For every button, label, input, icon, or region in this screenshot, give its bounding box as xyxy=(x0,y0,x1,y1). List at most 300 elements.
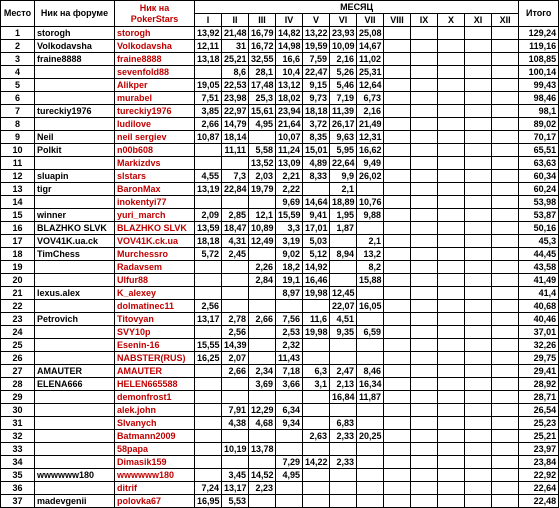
table-row xyxy=(1,235,559,248)
month-value-cell xyxy=(330,352,357,365)
pokerstars-nick-cell: wwwwww180 xyxy=(115,469,195,482)
month-value-cell: 2,03 xyxy=(249,170,276,183)
table-row xyxy=(1,261,559,274)
month-value-cell: 9,41 xyxy=(303,209,330,222)
month-value-cell xyxy=(330,443,357,456)
month-value-cell xyxy=(438,391,465,404)
pokerstars-nick-cell: BLAZHKO SLVK xyxy=(115,222,195,235)
place-cell: 35 xyxy=(1,469,35,482)
month-value-cell xyxy=(465,183,492,196)
month-value-cell xyxy=(411,495,438,508)
table-row xyxy=(1,40,559,53)
month-value-cell xyxy=(411,313,438,326)
month-value-cell xyxy=(384,443,411,456)
month-value-cell xyxy=(438,274,465,287)
month-value-cell: 4,51 xyxy=(330,313,357,326)
month-value-cell: 11,11 xyxy=(222,144,249,157)
pokerstars-nick-cell: HELEN665588 xyxy=(115,378,195,391)
month-value-cell xyxy=(384,118,411,131)
total-cell: 43,58 xyxy=(519,261,559,274)
header-place: Место xyxy=(1,1,35,27)
month-value-cell xyxy=(195,287,222,300)
month-value-cell: 10,07 xyxy=(276,131,303,144)
month-value-cell xyxy=(438,443,465,456)
month-value-cell: 10,89 xyxy=(249,222,276,235)
header-ps-line1: Ник на xyxy=(139,2,170,13)
month-value-cell xyxy=(492,313,519,326)
pokerstars-nick-cell: tureckiy1976 xyxy=(115,105,195,118)
month-value-cell xyxy=(492,196,519,209)
month-value-cell: 9,02 xyxy=(276,248,303,261)
month-value-cell xyxy=(465,287,492,300)
month-value-cell: 19,1 xyxy=(276,274,303,287)
month-value-cell xyxy=(222,430,249,443)
month-value-cell: 3,1 xyxy=(303,378,330,391)
month-value-cell xyxy=(303,352,330,365)
total-cell: 53,87 xyxy=(519,209,559,222)
month-value-cell xyxy=(357,352,384,365)
month-value-cell xyxy=(384,404,411,417)
total-cell: 119,16 xyxy=(519,40,559,53)
table-row xyxy=(1,248,559,261)
month-value-cell xyxy=(384,456,411,469)
month-value-cell xyxy=(492,352,519,365)
month-value-cell: 2,26 xyxy=(249,261,276,274)
month-value-cell: 6,73 xyxy=(357,92,384,105)
month-value-cell xyxy=(465,157,492,170)
month-value-cell xyxy=(465,404,492,417)
forum-nick-cell: tigr xyxy=(35,183,115,196)
place-cell: 16 xyxy=(1,222,35,235)
place-cell: 22 xyxy=(1,300,35,313)
forum-nick-cell xyxy=(35,482,115,495)
month-value-cell: 28,1 xyxy=(249,66,276,79)
month-value-cell xyxy=(411,66,438,79)
month-value-cell: 13,92 xyxy=(195,27,222,40)
month-value-cell xyxy=(465,170,492,183)
forum-nick-cell: storogh xyxy=(35,27,115,40)
month-value-cell xyxy=(249,391,276,404)
month-value-cell xyxy=(330,495,357,508)
pokerstars-nick-cell: polovka67 xyxy=(115,495,195,508)
month-value-cell: 7,3 xyxy=(222,170,249,183)
forum-nick-cell: ELENA666 xyxy=(35,378,115,391)
forum-nick-cell: Polkit xyxy=(35,144,115,157)
month-value-cell: 23,94 xyxy=(276,105,303,118)
month-value-cell xyxy=(465,274,492,287)
month-value-cell xyxy=(411,352,438,365)
month-value-cell: 16,34 xyxy=(357,378,384,391)
table-row xyxy=(1,196,559,209)
month-value-cell xyxy=(195,430,222,443)
month-value-cell: 9,63 xyxy=(330,131,357,144)
month-value-cell xyxy=(384,92,411,105)
table-row xyxy=(1,183,559,196)
month-value-cell xyxy=(411,157,438,170)
month-value-cell: 2,32 xyxy=(276,339,303,352)
total-cell: 28,71 xyxy=(519,391,559,404)
month-value-cell: 19,59 xyxy=(303,40,330,53)
month-value-cell xyxy=(222,378,249,391)
month-value-cell: 20,25 xyxy=(357,430,384,443)
month-value-cell xyxy=(195,196,222,209)
month-value-cell xyxy=(465,235,492,248)
month-value-cell xyxy=(384,131,411,144)
month-value-cell xyxy=(249,248,276,261)
month-value-cell xyxy=(195,66,222,79)
header-forum-nick: Ник на форуме xyxy=(35,1,115,27)
month-value-cell xyxy=(384,66,411,79)
total-cell: 70,17 xyxy=(519,131,559,144)
month-value-cell: 22,84 xyxy=(222,183,249,196)
month-value-cell: 21,64 xyxy=(276,118,303,131)
month-value-cell: 2,33 xyxy=(330,430,357,443)
month-value-cell xyxy=(411,183,438,196)
month-value-cell xyxy=(492,183,519,196)
pokerstars-nick-cell: ditrif xyxy=(115,482,195,495)
pokerstars-nick-cell: dolmatinec11 xyxy=(115,300,195,313)
month-value-cell xyxy=(195,443,222,456)
month-value-cell xyxy=(465,118,492,131)
place-cell: 7 xyxy=(1,105,35,118)
month-value-cell xyxy=(465,365,492,378)
month-value-cell: 22,07 xyxy=(330,300,357,313)
month-value-cell xyxy=(249,131,276,144)
month-value-cell: 15,01 xyxy=(303,144,330,157)
month-value-cell: 18,14 xyxy=(222,131,249,144)
month-value-cell: 11,43 xyxy=(276,352,303,365)
month-value-cell: 12,64 xyxy=(357,79,384,92)
month-value-cell xyxy=(357,339,384,352)
month-value-cell xyxy=(492,287,519,300)
month-value-cell xyxy=(222,456,249,469)
month-value-cell xyxy=(411,261,438,274)
total-cell: 99,43 xyxy=(519,79,559,92)
month-value-cell xyxy=(411,469,438,482)
month-value-cell: 4,95 xyxy=(276,469,303,482)
place-cell: 27 xyxy=(1,365,35,378)
month-value-cell xyxy=(384,352,411,365)
month-value-cell: 16,84 xyxy=(330,391,357,404)
month-value-cell xyxy=(492,417,519,430)
forum-nick-cell xyxy=(35,196,115,209)
month-value-cell xyxy=(465,261,492,274)
month-value-cell xyxy=(384,248,411,261)
month-value-cell xyxy=(357,313,384,326)
month-value-cell: 15,61 xyxy=(249,105,276,118)
header-month-3: III xyxy=(249,14,276,27)
pokerstars-nick-cell: Alikper xyxy=(115,79,195,92)
month-value-cell: 2,34 xyxy=(249,365,276,378)
month-value-cell: 18,18 xyxy=(195,235,222,248)
month-value-cell xyxy=(195,456,222,469)
place-cell: 18 xyxy=(1,248,35,261)
month-value-cell: 2,63 xyxy=(303,430,330,443)
pokerstars-nick-cell: Volkodavsha xyxy=(115,40,195,53)
total-cell: 98,1 xyxy=(519,105,559,118)
forum-nick-cell: lexus.alex xyxy=(35,287,115,300)
month-value-cell xyxy=(357,287,384,300)
table-row xyxy=(1,456,559,469)
total-cell: 41,49 xyxy=(519,274,559,287)
table-row xyxy=(1,326,559,339)
month-value-cell: 5,46 xyxy=(330,79,357,92)
place-cell: 4 xyxy=(1,66,35,79)
month-value-cell xyxy=(195,274,222,287)
table-row xyxy=(1,53,559,66)
month-value-cell: 2,1 xyxy=(330,183,357,196)
month-value-cell xyxy=(492,391,519,404)
month-value-cell: 9,34 xyxy=(276,417,303,430)
pokerstars-nick-cell: n00b608 xyxy=(115,144,195,157)
month-value-cell xyxy=(465,326,492,339)
month-value-cell xyxy=(411,378,438,391)
month-value-cell xyxy=(384,495,411,508)
month-value-cell xyxy=(411,235,438,248)
pokerstars-nick-cell: AMAUTER xyxy=(115,365,195,378)
place-cell: 25 xyxy=(1,339,35,352)
month-value-cell xyxy=(411,443,438,456)
month-value-cell: 14,67 xyxy=(357,40,384,53)
total-cell: 29,75 xyxy=(519,352,559,365)
pokerstars-nick-cell: Ulfur88 xyxy=(115,274,195,287)
table-row xyxy=(1,209,559,222)
month-value-cell: 2,13 xyxy=(330,378,357,391)
month-value-cell: 7,29 xyxy=(276,456,303,469)
month-value-cell: 2,47 xyxy=(330,365,357,378)
month-value-cell xyxy=(438,27,465,40)
place-cell: 1 xyxy=(1,27,35,40)
month-value-cell: 21,48 xyxy=(222,27,249,40)
month-value-cell xyxy=(303,482,330,495)
month-value-cell xyxy=(438,92,465,105)
header-total: Итого xyxy=(519,1,559,27)
month-value-cell xyxy=(411,144,438,157)
month-value-cell xyxy=(384,326,411,339)
header-month-4: IV xyxy=(276,14,303,27)
place-cell: 19 xyxy=(1,261,35,274)
month-value-cell xyxy=(492,300,519,313)
month-value-cell xyxy=(492,144,519,157)
month-value-cell: 7,18 xyxy=(276,365,303,378)
header-ps-line2: PokerStars xyxy=(130,13,179,24)
pokerstars-nick-cell: BaronMax xyxy=(115,183,195,196)
month-value-cell xyxy=(195,469,222,482)
month-value-cell xyxy=(357,222,384,235)
month-value-cell: 5,03 xyxy=(303,235,330,248)
month-value-cell xyxy=(195,261,222,274)
pokerstars-nick-cell: yuri_march xyxy=(115,209,195,222)
month-value-cell: 2,66 xyxy=(222,365,249,378)
month-value-cell xyxy=(195,365,222,378)
month-value-cell xyxy=(384,196,411,209)
month-value-cell xyxy=(411,118,438,131)
month-value-cell xyxy=(465,339,492,352)
month-value-cell: 5,95 xyxy=(330,144,357,157)
month-value-cell xyxy=(384,157,411,170)
month-value-cell: 8,2 xyxy=(357,261,384,274)
header-month-11: XI xyxy=(465,14,492,27)
table-row xyxy=(1,430,559,443)
forum-nick-cell xyxy=(35,92,115,105)
place-cell: 34 xyxy=(1,456,35,469)
month-value-cell: 17,48 xyxy=(249,79,276,92)
month-value-cell: 31 xyxy=(222,40,249,53)
header-month: МЕСЯЦ xyxy=(195,1,519,14)
header-month-1: I xyxy=(195,14,222,27)
month-value-cell: 12,11 xyxy=(195,40,222,53)
total-cell: 37,01 xyxy=(519,326,559,339)
pokerstars-nick-cell: VOV41K.ck.ua xyxy=(115,235,195,248)
pokerstars-nick-cell: ludilove xyxy=(115,118,195,131)
forum-nick-cell xyxy=(35,404,115,417)
month-value-cell xyxy=(384,209,411,222)
month-value-cell xyxy=(384,40,411,53)
place-cell: 8 xyxy=(1,118,35,131)
month-value-cell: 18,2 xyxy=(276,261,303,274)
month-value-cell: 16,95 xyxy=(195,495,222,508)
month-value-cell: 25,31 xyxy=(357,66,384,79)
month-value-cell: 9,9 xyxy=(330,170,357,183)
total-cell: 23,97 xyxy=(519,443,559,456)
month-value-cell: 19,05 xyxy=(195,79,222,92)
month-value-cell xyxy=(492,66,519,79)
month-value-cell xyxy=(465,430,492,443)
month-value-cell xyxy=(492,365,519,378)
month-value-cell xyxy=(276,300,303,313)
table-row xyxy=(1,118,559,131)
month-value-cell xyxy=(438,248,465,261)
month-value-cell: 6,34 xyxy=(276,404,303,417)
header-month-12: XII xyxy=(492,14,519,27)
month-value-cell xyxy=(195,417,222,430)
month-value-cell xyxy=(357,417,384,430)
month-value-cell xyxy=(492,40,519,53)
month-value-cell xyxy=(411,430,438,443)
pokerstars-nick-cell: demonfrost1 xyxy=(115,391,195,404)
month-value-cell: 10,19 xyxy=(222,443,249,456)
month-value-cell: 7,56 xyxy=(276,313,303,326)
month-value-cell: 11,02 xyxy=(357,53,384,66)
month-value-cell: 13,09 xyxy=(276,157,303,170)
month-value-cell xyxy=(357,482,384,495)
month-value-cell xyxy=(384,339,411,352)
month-value-cell xyxy=(438,495,465,508)
month-value-cell xyxy=(303,495,330,508)
month-value-cell: 2,16 xyxy=(357,105,384,118)
month-value-cell xyxy=(303,300,330,313)
month-value-cell xyxy=(384,430,411,443)
total-cell: 40,46 xyxy=(519,313,559,326)
month-value-cell xyxy=(492,222,519,235)
month-value-cell xyxy=(357,404,384,417)
month-value-cell xyxy=(249,287,276,300)
total-cell: 29,41 xyxy=(519,365,559,378)
month-value-cell: 11,6 xyxy=(303,313,330,326)
month-value-cell xyxy=(195,378,222,391)
month-value-cell xyxy=(438,456,465,469)
month-value-cell xyxy=(438,131,465,144)
month-value-cell: 25,08 xyxy=(357,27,384,40)
header-month-10: X xyxy=(438,14,465,27)
header-month-6: VI xyxy=(330,14,357,27)
month-value-cell: 4,38 xyxy=(222,417,249,430)
month-value-cell xyxy=(411,105,438,118)
month-value-cell xyxy=(411,404,438,417)
total-cell: 40,68 xyxy=(519,300,559,313)
month-value-cell: 2,21 xyxy=(276,170,303,183)
month-value-cell xyxy=(384,274,411,287)
month-value-cell: 16,62 xyxy=(357,144,384,157)
month-value-cell xyxy=(249,430,276,443)
month-value-cell: 1,87 xyxy=(330,222,357,235)
month-value-cell xyxy=(465,378,492,391)
month-value-cell xyxy=(465,196,492,209)
month-value-cell xyxy=(465,222,492,235)
month-value-cell: 2,1 xyxy=(357,235,384,248)
month-value-cell: 7,91 xyxy=(222,404,249,417)
month-value-cell: 8,97 xyxy=(276,287,303,300)
month-value-cell: 13,12 xyxy=(276,79,303,92)
month-value-cell xyxy=(384,365,411,378)
month-value-cell xyxy=(492,495,519,508)
forum-nick-cell xyxy=(35,157,115,170)
month-value-cell: 2,66 xyxy=(195,118,222,131)
month-value-cell: 23,93 xyxy=(330,27,357,40)
month-value-cell xyxy=(438,222,465,235)
month-value-cell xyxy=(411,196,438,209)
place-cell: 15 xyxy=(1,209,35,222)
month-value-cell xyxy=(384,222,411,235)
month-value-cell xyxy=(411,92,438,105)
month-value-cell xyxy=(195,157,222,170)
month-value-cell xyxy=(330,404,357,417)
month-value-cell: 4,95 xyxy=(249,118,276,131)
total-cell: 22,64 xyxy=(519,482,559,495)
forum-nick-cell xyxy=(35,118,115,131)
month-value-cell: 18,18 xyxy=(303,105,330,118)
month-value-cell xyxy=(492,105,519,118)
pokerstars-nick-cell: Radavsem xyxy=(115,261,195,274)
forum-nick-cell xyxy=(35,339,115,352)
total-cell: 60,34 xyxy=(519,170,559,183)
total-cell: 129,24 xyxy=(519,27,559,40)
pokerstars-nick-cell: Esenin-16 xyxy=(115,339,195,352)
month-value-cell xyxy=(384,53,411,66)
month-value-cell xyxy=(492,131,519,144)
month-value-cell xyxy=(384,313,411,326)
forum-nick-cell xyxy=(35,326,115,339)
month-value-cell: 5,72 xyxy=(195,248,222,261)
month-value-cell xyxy=(465,352,492,365)
forum-nick-cell xyxy=(35,66,115,79)
month-value-cell: 8,6 xyxy=(222,66,249,79)
header-pokerstars-nick xyxy=(115,1,195,27)
month-value-cell: 14,98 xyxy=(276,40,303,53)
table-row xyxy=(1,27,559,40)
month-value-cell: 12,31 xyxy=(357,131,384,144)
total-cell: 100,14 xyxy=(519,66,559,79)
pokerstars-nick-cell: neil sergiev xyxy=(115,131,195,144)
month-value-cell xyxy=(384,170,411,183)
table-row xyxy=(1,443,559,456)
month-value-cell: 5,58 xyxy=(249,144,276,157)
forum-nick-cell: VOV41K.ua.ck xyxy=(35,235,115,248)
month-value-cell xyxy=(303,183,330,196)
month-value-cell: 16,46 xyxy=(303,274,330,287)
table-row xyxy=(1,170,559,183)
month-value-cell: 22,53 xyxy=(222,79,249,92)
